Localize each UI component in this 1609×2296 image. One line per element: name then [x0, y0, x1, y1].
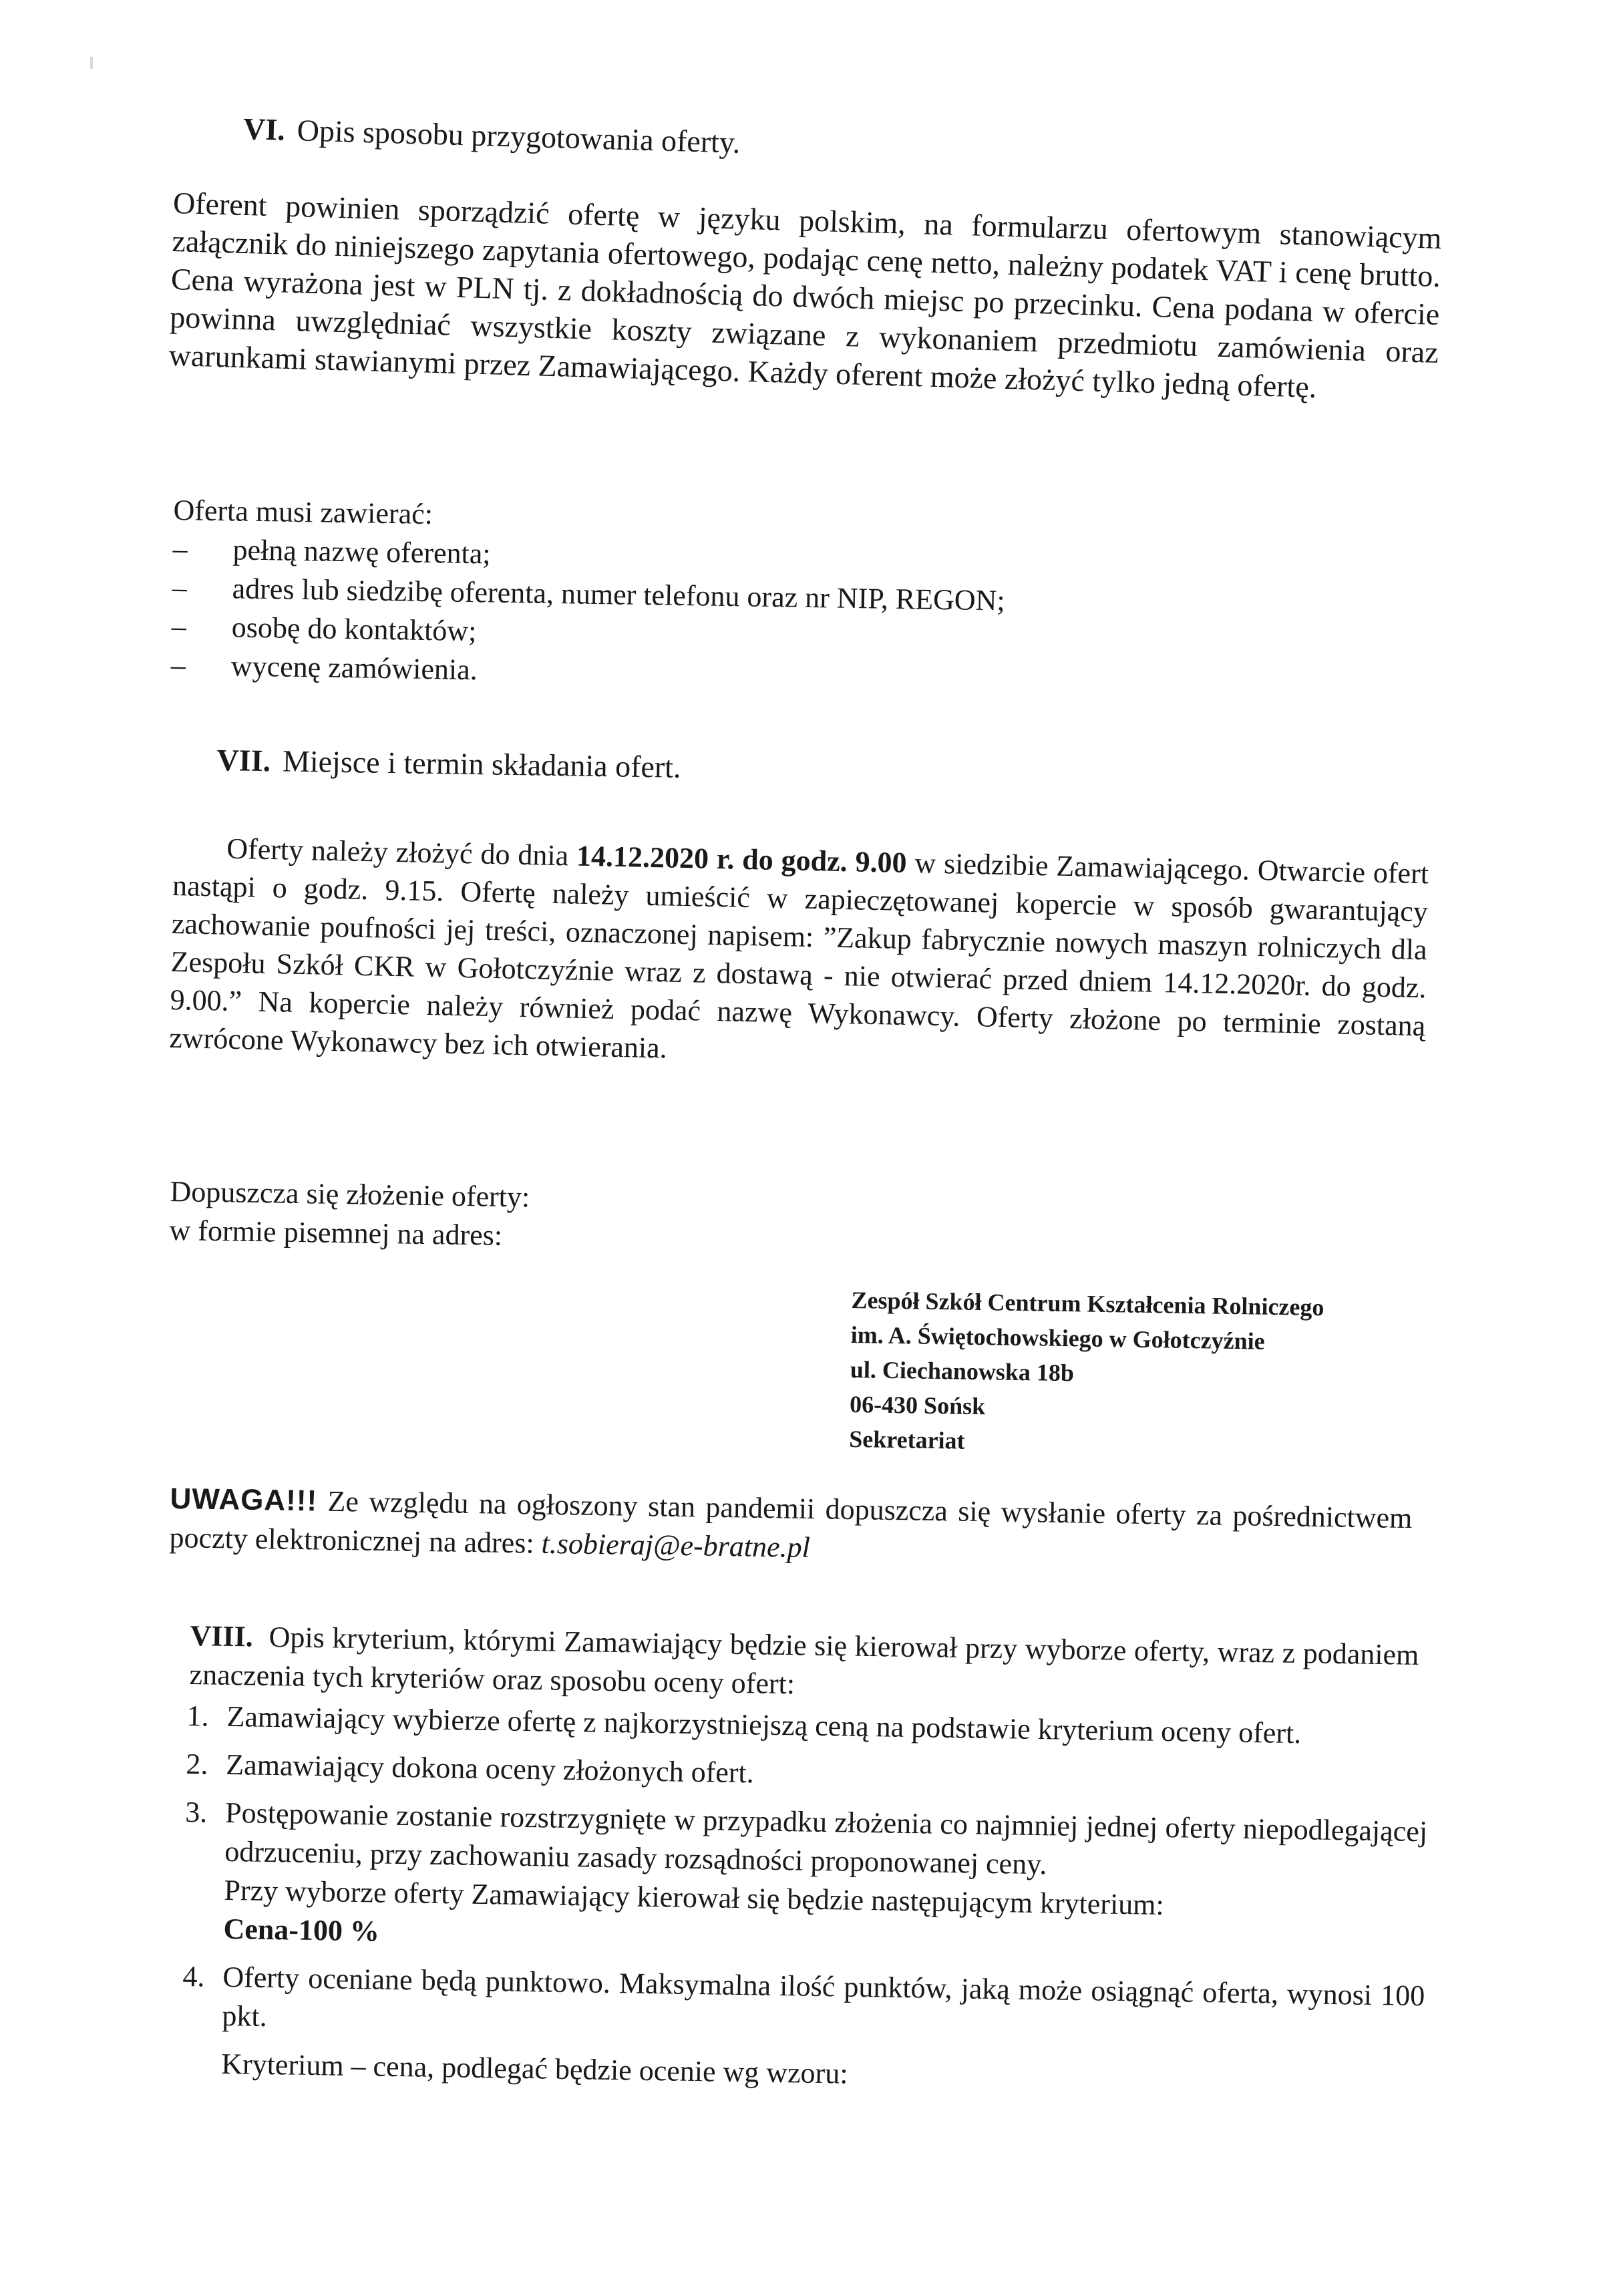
section-8-title: Opis kryterium, którymi Zamawiający będzie się kierował przy wyborze oferty, wraz z podaniem znaczenia tych kryteriów oraz sposobu oceny ofert: [189, 1620, 1419, 1701]
criteria-extra: Kryterium – cena, podlegać będzie ocenie wg wzoru: [220, 2047, 848, 2090]
section-6-number: VI. [242, 111, 286, 147]
criteria-price-weight: Cena-100 % [223, 1912, 380, 1948]
criteria-item [186, 1745, 1429, 1803]
criteria-item [181, 1957, 1425, 2102]
criteria-row [182, 1957, 1425, 2054]
list-dash: – [171, 609, 187, 643]
section-6-paragraph [168, 184, 1442, 409]
offer-requirements-intro: Oferta musi zawierać: [173, 493, 433, 531]
note-label: UWAGA!!! [170, 1482, 318, 1518]
criteria-text: Oferty oceniane będą punktowo. Maksymalna ilość punktów, jaką może osiągnąć oferta, wynosi 100 pkt. [222, 1960, 1425, 2033]
criteria-number: 4. [182, 1959, 205, 1993]
offer-requirement-text: adres lub siedzibę oferenta, numer telefonu oraz nr NIP, REGON; [232, 572, 1006, 617]
section-7-heading [216, 742, 681, 786]
address-line: Sekretariat [849, 1425, 965, 1454]
offer-requirements [170, 491, 1006, 698]
pandemic-note-text [169, 1480, 1413, 1577]
offer-requirement-text: pełną nazwę oferenta; [232, 533, 491, 570]
submission-details: w siedzibie Zamawiającego. Otwarcie ofert nastąpi o godz. 9.15. Ofertę należy umieścić w zapieczętowanej kopercie w sposób gwarantujący zachowanie poufności jej treści, oznaczonej napisem: ”Zakup fabrycznie nowych maszyn rolniczych dla Zespołu Szkół CKR w Gołotczyźnie wraz z dostawą - nie otwierać przed dniem 14.12.2020r. do godz. 9.00.” Na kopercie należy również podać nazwę Wykonawcy. Oferty złożone po terminie zostaną zwrócone Wykonawcy bez ich otwierania. [168, 846, 1429, 1065]
list-dash: – [172, 532, 188, 566]
list-dash: – [170, 648, 186, 682]
section-8-number: VIII. [190, 1619, 254, 1653]
criteria-list [181, 1697, 1429, 2112]
section-6-paragraph-text: Oferent powinien sporządzić ofertę w języku polskim, na formularzu ofertowym stanowiącym załącznik do niniejszego zapytania ofertowego, podając cenę netto, należny podatek VAT i cenę brutto. Cena wyrażona jest w PLN tj. z dokładnością do dwóch miejsc po przecinku. Cena podana w ofercie powinna uwzględniać wszystkie koszty związane z wykonaniem przedmiotu zamówienia oraz warunkami stawianymi przez Zamawiającego. Każdy oferent może złożyć tylko jedną ofertę. [168, 185, 1443, 404]
criteria-text: Postępowanie zostanie rozstrzygnięte w przypadku złożenia co najmniej jednej oferty niepodlegającej odrzuceniu, przy zachowaniu zasady rozsądności proponowanej ceny. [224, 1796, 1428, 1881]
section-8-heading [189, 1617, 1419, 1713]
criteria-number: 2. [186, 1747, 208, 1781]
list-dash: – [172, 570, 188, 605]
criteria-number: 1. [186, 1699, 209, 1733]
criteria-extra: Przy wyborze oferty Zamawiający kierował się będzie następującym kryterium: [224, 1873, 1165, 1922]
offer-requirement-text: osobę do kontaktów; [231, 611, 477, 648]
section-7-paragraph-text [169, 828, 1429, 1083]
submission-form-line-2: w formie pisemnej na adres: [169, 1213, 503, 1252]
criteria-text: Zamawiający dokona oceny złożonych ofert. [226, 1748, 755, 1790]
submission-deadline: 14.12.2020 r. do godz. 9.00 [576, 839, 908, 879]
section-7-number: VII. [216, 742, 271, 778]
section-7-paragraph [169, 828, 1429, 1083]
criteria-item [183, 1793, 1427, 1967]
address-line: ul. Ciechanowska 18b [850, 1355, 1075, 1387]
address-line: Zespół Szkół Centrum Kształcenia Rolniczego [851, 1286, 1324, 1321]
submission-intro: Oferty należy złożyć do dnia [226, 832, 577, 872]
section-7-title: Miejsce i termin składania ofert. [282, 744, 681, 784]
address-line: 06-430 Sońsk [849, 1390, 986, 1420]
scan-mark [90, 57, 93, 69]
note-text: Ze względu na ogłoszony stan pandemii dopuszcza się wysłanie oferty za pośrednictwem poczty elektronicznej na adres: [169, 1484, 1413, 1560]
submission-form [169, 1172, 530, 1255]
criteria-number: 3. [184, 1795, 208, 1829]
pandemic-note [169, 1480, 1413, 1577]
note-email: t.sobieraj@e-bratne.pl [541, 1526, 811, 1565]
submission-form-line-1: Dopuszcza się złożenie oferty: [170, 1174, 530, 1214]
section-6-heading [242, 110, 741, 161]
offer-requirement-text: wycenę zamówienia. [230, 649, 478, 687]
section-6-title: Opis sposobu przygotowania oferty. [297, 113, 741, 160]
address-line: im. A. Świętochowskiego w Gołotczyźnie [850, 1321, 1265, 1355]
section-8-heading-text [189, 1617, 1419, 1713]
criteria-text: Zamawiający wybierze ofertę z najkorzystniejszą ceną na podstawie kryterium oceny ofert. [226, 1699, 1302, 1750]
address-block [849, 1283, 1324, 1464]
